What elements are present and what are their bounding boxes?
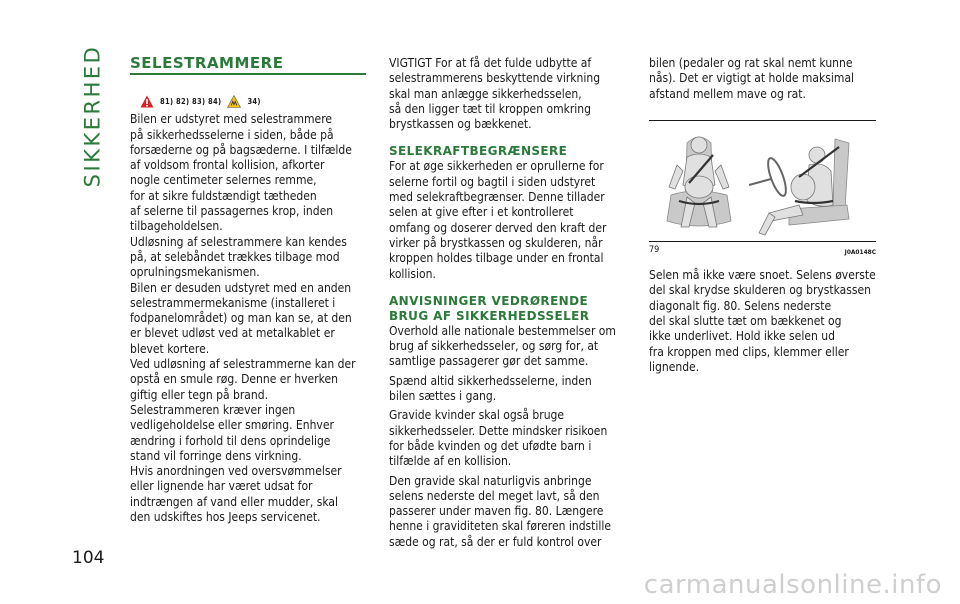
text-line: Selen må ikke være snoet. Selens øverste (649, 268, 876, 283)
col3-p1 (649, 56, 885, 102)
col2-p2 (389, 324, 625, 370)
warning-red-refs: 81) 82) 83) 84) (160, 97, 222, 107)
text-line: diagonalt fig. 80. Selens nederste (649, 298, 832, 313)
text-line: forsæderne og på bagsæderne. I tilfælde (130, 142, 352, 157)
text-line: virker på brystkassen og skulderen, når (389, 235, 603, 250)
column-1 (130, 56, 366, 525)
text-line: selens nederste del meget lavt, så den (389, 488, 600, 503)
heading-selestrammere: SELESTRAMMERE (130, 56, 366, 75)
text-line: blevet kortere. (130, 341, 210, 356)
text-line: tilfælde af en kollision. (389, 454, 512, 469)
col1-body (130, 112, 366, 525)
text-line: nogle centimeter selernes remme, (130, 173, 317, 188)
text-line: For at øge sikkerheden er oprullerne for (389, 159, 604, 174)
text-line: sikkerhedsseler. Dette mindsker risikoen (389, 423, 608, 438)
text-line: ændring i forhold til dens oprindelige (130, 433, 331, 448)
col2-intro (389, 56, 625, 132)
col3-p2 (649, 268, 885, 375)
heading-selekraftbegraensere: SELEKRAFTBEGRÆNSERE (389, 144, 568, 159)
col2-p1 (389, 159, 625, 281)
seatbelt-figure-image (649, 125, 876, 239)
figure-code: J0A0148C (844, 247, 876, 256)
text-line: af voldsom frontal kollision, afkorter (130, 158, 325, 173)
text-line: samtlige passagerer gør det samme. (389, 354, 589, 369)
text-line: nås). Det er vigtigt at holde maksimal (649, 71, 855, 86)
column-2 (389, 56, 625, 550)
text-line: er blevet udløst ved at metalkablet er (130, 326, 335, 341)
text-line: kroppen holdes tilbage under en frontal (389, 251, 604, 266)
text-line: på sikkerhedsselerne i siden, både på (130, 127, 334, 142)
heading-anvisninger-line1: ANVISNINGER VEDRØRENDE (389, 293, 589, 308)
text-line: tilbageholdelsen. (130, 219, 223, 234)
text-line: så den ligger tæt til kroppen omkring (389, 101, 591, 116)
col2-p5 (389, 474, 625, 550)
text-line: selen at give efter i et kontrolleret (389, 205, 574, 220)
text-line: sæde og rat, så der er fuld kontrol over (389, 534, 602, 549)
warning-triangle-yellow-icon (227, 95, 241, 108)
heading-anvisninger (389, 294, 625, 324)
text-line: del skal slutte tæt om bækkenet og (649, 314, 842, 329)
text-line: den udskiftes hos Jeeps servicenet. (130, 510, 321, 525)
text-line: eller lignende har været udsat for (130, 479, 313, 494)
text-line: VIGTIGT For at få det fulde udbytte af (389, 56, 592, 70)
warning-references (140, 93, 366, 110)
text-line: Bilen er udstyret med selestrammere (130, 112, 333, 127)
text-line: skal man anlægge sikkerhedsselen, (389, 86, 582, 101)
text-line: giftig eller tegn på brand. (130, 387, 269, 402)
figure-top-rule (649, 120, 876, 121)
figure-number: 79 (649, 244, 660, 255)
section-title: SIKKERHED (80, 44, 104, 188)
col2-p3 (389, 374, 625, 405)
text-line: del skal krydse skulderen og brystkassen (649, 283, 872, 298)
col2-p4 (389, 408, 625, 469)
warning-triangle-red-icon (140, 95, 154, 108)
page-number: 104 (72, 548, 105, 568)
text-line: bilen (pedaler og rat skal nemt kunne (649, 56, 853, 70)
text-line: omfang og doserer derved den kraft der (389, 220, 607, 235)
text-line: for både kvinden og det ufødte barn i (389, 438, 592, 453)
text-line: passerer under maven fig. 80. Længere (389, 504, 604, 519)
text-line: kollision. (389, 266, 436, 281)
text-line: lignende. (649, 359, 700, 374)
column-3 (649, 56, 885, 375)
text-line: bilen sættes i gang. (389, 389, 497, 404)
text-line: Spænd altid sikkerhedsselerne, inden (389, 373, 592, 388)
text-line: Overhold alle nationale bestemmelser om (389, 323, 616, 338)
text-line: med selekraftbegrænser. Denne tillader (389, 190, 605, 205)
text-line: Selestrammeren kræver ingen (130, 402, 296, 417)
text-line: selestrammermekanisme (installeret i (130, 295, 336, 310)
text-line: oprulningsmekanismen. (130, 265, 260, 280)
text-line: for at sikre fuldstændigt tætheden (130, 188, 317, 203)
text-line: Udløsning af selestrammere kan kendes (130, 234, 347, 249)
text-line: selerne fortil og bagtil i siden udstyret (389, 174, 596, 189)
text-line: brug af sikkerhedsseler, og sørg for, at (389, 339, 599, 354)
text-line: på, at selebåndet trækkes tilbage mod (130, 249, 340, 264)
watermark: carmanualsonline.info (643, 570, 942, 600)
text-line: fodpanelområdet) og man kan se, at den (130, 311, 352, 326)
text-line: Ved udløsning af selestrammerne kan der (130, 357, 356, 372)
text-line: fra kroppen med clips, klemmer eller (649, 344, 849, 359)
warning-yellow-refs: 34) (247, 97, 261, 107)
text-line: af selerne til passagernes krop, inden (130, 204, 334, 219)
text-line: brystkassen og bækkenet. (389, 117, 532, 132)
text-line: indtrængen af vand eller mudder, skal (130, 494, 338, 509)
figure-seatbelt-illustration (649, 125, 876, 239)
figure-caption (649, 241, 876, 260)
text-line: Gravide kvinder skal også bruge (389, 408, 565, 423)
text-line: Bilen er desuden udstyret med en anden (130, 280, 352, 295)
heading-anvisninger-line2: BRUG AF SIKKERHEDSSELER (389, 308, 590, 323)
text-line: Den gravide skal naturligvis anbringe (389, 473, 592, 488)
text-line: stand vil forringe dens virkning. (130, 448, 302, 463)
text-line: ikke underlivet. Hold ikke selen ud (649, 329, 835, 344)
text-line: vedligeholdelse eller smøring. Enhver (130, 418, 334, 433)
text-line: opstå en smule røg. Denne er hverken (130, 372, 338, 387)
text-line: henne i graviditeten skal føreren indstille (389, 519, 612, 534)
text-line: Hvis anordningen ved oversvømmelser (130, 464, 342, 479)
text-line: selestrammerens beskyttende virkning (389, 71, 601, 86)
text-line: afstand mellem mave og rat. (649, 86, 806, 101)
